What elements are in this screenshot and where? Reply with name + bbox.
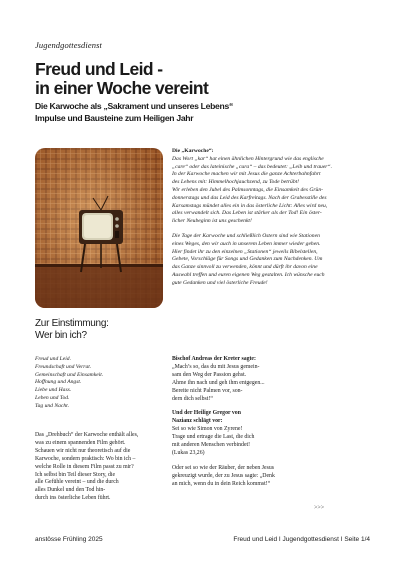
karwoche-text-line: „care“ oder das lateinische „cura“ – das bedeutet: „Leib und trauer“.	[172, 163, 332, 170]
stationen-text-line: Die Tage der Karwoche und schließlich Ostern sind wie Stationen	[172, 232, 320, 239]
retro-tv-illustration	[35, 148, 163, 308]
subtitle-line-1: Die Karwoche als „Sakrament und unseres Lebens“	[35, 101, 233, 111]
karwoche-text-line: alles verwandelt sich. Das Leben ist stärker als der Tod! Ein öster-	[172, 210, 322, 217]
raeuber-line: gekreuzigt wurde, der zu Jesus sagte: „Denk	[172, 472, 275, 479]
gregor-quote-line: Trage und ertrage die Last, die dich	[172, 434, 255, 441]
intro-heading	[35, 318, 109, 342]
poem-line: Gemeinschaft und Einsamkeit.	[35, 371, 104, 378]
raeuber-line: an mich, wenn du in dein Reich kommst!“	[172, 480, 271, 487]
stationen-text-line: Hier findet ihr zu den einzelnen „Stationen“ jeweils Bibelstellen,	[172, 248, 318, 255]
drehbuch-line: was zu einem spannenden Film gehört.	[35, 439, 126, 446]
stationen-text-line: Auswahl treffen und euren eigenen Weg gestalten. Ich wünsche euch	[172, 271, 325, 278]
page-title-line-2: in einer Woche vereint	[35, 78, 209, 98]
bischof-quote-line: Bereite nicht Palmen vor, son-	[172, 387, 243, 394]
karwoche-heading: Die „Karwoche“:	[172, 148, 214, 154]
poem-line: Leben und Tod.	[35, 394, 70, 401]
stationen-text-line: gute Gedanken und viel österliche Freude!	[172, 279, 268, 286]
stationen-text-line: Gebete, Vorschläge für Songs und Gedanken zum Nachdenken. Um	[172, 256, 323, 263]
continue-marker: >>>	[314, 505, 325, 511]
gregor-quote-line: Sei so wie Simon von Zyrene!	[172, 426, 243, 433]
drehbuch-line: Karwoche, sondern praktisch: Wo bin ich –	[35, 455, 136, 462]
stationen-text-line: eines Weges, den wir auch in unserem Leben immer wieder gehen.	[172, 240, 321, 247]
drehbuch-paragraph	[35, 432, 165, 503]
footer-publication: anstösse Frühling 2025	[35, 536, 103, 543]
bischof-quote-line: dern dich selbst!“	[172, 395, 213, 402]
page-title-line-1: Freud und Leid -	[35, 59, 163, 79]
karwoche-text-line: donnerstags und das Leid des Karfreitags. Nach der Grabesstille des	[172, 194, 327, 201]
poem	[35, 356, 165, 411]
gregor-quote-line: (Lukas 23,26)	[172, 449, 205, 456]
poem-line: Hoffnung und Angst.	[35, 379, 82, 386]
bischof-quote-line: Ahme ihn nach und geh ihm entgegen...	[172, 379, 265, 386]
karwoche-text-line: des Lebens mit: Himmelhochjauchzend, zu Tode betrübt!	[172, 179, 300, 186]
category-label: Jugendgottesdienst	[35, 40, 102, 50]
poem-line: Tag und Nacht.	[35, 402, 70, 409]
gregor-heading-line-2: Nazianz schlägt vor:	[172, 418, 223, 425]
drehbuch-line: Ich selbst bin Teil dieser Story, die	[35, 471, 116, 478]
gregor-heading-line-1: Und der Heilige Gregor von	[172, 410, 241, 417]
karwoche-text-line: Wir erleben den Jubel des Palmsonntags, die Einsamkeit des Grün-	[172, 186, 324, 193]
karwoche-text-line: Das Wort „kar“ hat einen ähnlichen Hintergrund wie das englische	[172, 155, 324, 162]
karwoche-text-line: In der Karwoche machen wir mit Jesus die ganze Achterbahnfahrt	[172, 171, 321, 178]
bischof-quote-line: „Mach’s so, das du mit Jesus gemein-	[172, 363, 260, 370]
drehbuch-line: alle Gefühle vereint – und die durch	[35, 479, 119, 486]
subtitle-line-2: Impulse und Bausteine zum Heiligen Jahr	[35, 113, 194, 123]
drehbuch-line: Schauen wir nicht nur theoretisch auf die	[35, 447, 131, 454]
drehbuch-line: Das „Drehbuch“ der Karwoche enthält alles,	[35, 432, 139, 438]
footer-page-info: Freud und Leid I Jugendgottesdienst I Seite 1/4	[233, 536, 370, 543]
gregor-quote-line: mit anderen Menschen verbindet!	[172, 442, 251, 449]
stationen-text-line: das Ganze sinnvoll zu verwenden, könnt und dürft ihr davon eine	[172, 264, 318, 271]
bischof-quote-line: sam den Weg der Passion gehst.	[172, 371, 247, 378]
poem-line: Liebe und Hass.	[35, 387, 72, 394]
karwoche-text-line: Karsamstags mündet alles ein in das österliche Licht: Alles wird neu,	[172, 202, 328, 209]
raeuber-line: Oder sei so wie der Räuber, der neben Jesus	[172, 464, 274, 471]
karwoche-text-line: licher Neubeginn ist uns geschenkt!	[172, 218, 252, 225]
poem-line: Freundschaft und Verrat.	[35, 363, 92, 370]
bischof-heading: Bischof Andreas der Kreter sagte:	[172, 356, 256, 362]
drehbuch-line: durch ins österliche Leben führt.	[35, 495, 111, 502]
quotes-section	[172, 356, 370, 489]
karwoche-section	[172, 148, 370, 295]
retro-tv-image	[35, 148, 163, 308]
drehbuch-line: welche Rolle in diesem Film passt zu mir?	[35, 463, 134, 470]
drehbuch-line: alles Dunkel und den Tod hin-	[35, 487, 106, 494]
poem-line: Freud und Leid.	[35, 356, 71, 362]
intro-heading-line-2: Wer bin ich?	[35, 330, 87, 341]
intro-heading-line-1: Zur Einstimmung:	[35, 318, 109, 329]
